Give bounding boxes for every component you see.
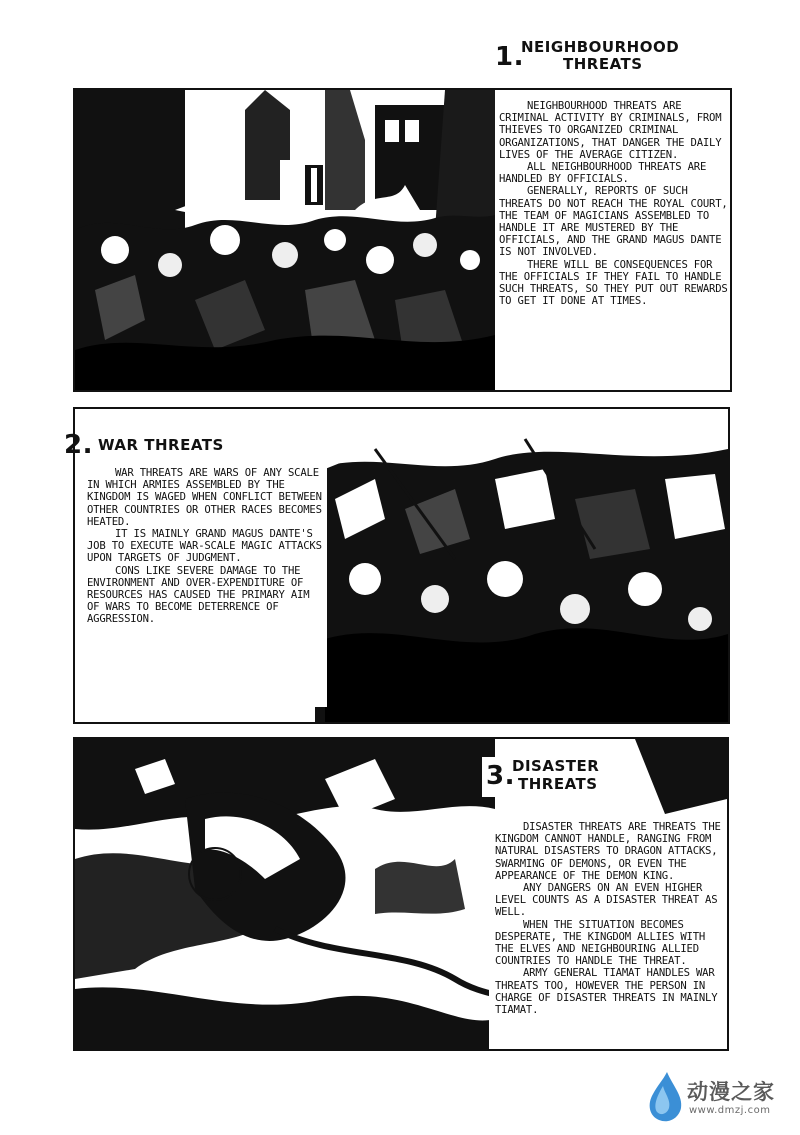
section-1-number: 1. xyxy=(495,42,524,72)
section-1-paragraph: THERE WILL BE CONSEQUENCES FOR THE OFFICIALS IF THEY FAIL TO HANDLE SUCH THREATS, SO THEY PUT OUT REWARDS TO GET IT DONE AT TIMES. xyxy=(499,258,728,308)
section-3-paragraph: WHEN THE SITUATION BECOMES DESPERATE, THE KINGDOM ALLIES WITH THE ELVES AND NEIGHBOURING ALLIED COUNTRIES TO HANDLE THE THREAT. xyxy=(495,918,706,968)
section-3-heading xyxy=(482,757,630,797)
section-1-heading xyxy=(495,38,695,78)
section-1-paragraph: GENERALLY, REPORTS OF SUCH THREATS DO NOT REACH THE ROYAL COURT, THE TEAM OF MAGICIANS ASSEMBLED TO HANDLE IT ARE MUSTERED BY THE OFFICIALS, AND THE GRAND MAGUS DANTE IS NOT INVOLVED. xyxy=(499,185,728,259)
watermark-logo xyxy=(643,1070,793,1130)
watermark-name: 动漫之家 xyxy=(687,1080,775,1104)
section-1-text xyxy=(495,96,732,388)
panel-disaster-threats xyxy=(73,737,729,1051)
section-2-heading xyxy=(64,430,264,462)
section-3-number: 3. xyxy=(486,761,515,791)
section-3-paragraph: ANY DANGERS ON AN EVEN HIGHER LEVEL COUNTS AS A DISASTER THREAT AS WELL. xyxy=(495,882,718,919)
section-3-title-line-1: DISASTER xyxy=(512,757,600,775)
section-2-title-line-1: WAR THREATS xyxy=(98,436,224,454)
section-3-title-line-2: THREATS xyxy=(518,775,598,793)
section-1-title-line-2: THREATS xyxy=(563,55,643,73)
section-2-paragraph: IT IS MAINLY GRAND MAGUS DANTE'S JOB TO EXECUTE WAR-SCALE MAGIC ATTACKS UPON TARGETS OF JUDGMENT. xyxy=(87,528,322,565)
section-1-paragraph: ALL NEIGHBOURHOOD THREATS ARE HANDLED BY OFFICIALS. xyxy=(499,161,707,186)
section-3-paragraph: DISASTER THREATS ARE THREATS THE KINGDOM CANNOT HANDLE, RANGING FROM NATURAL DISASTERS TO DRAGON ATTACKS, SWARMING OF DEMONS, OR EVEN THE APPEARANCE OF THE DEMON KING. xyxy=(495,821,721,882)
section-2-text xyxy=(75,463,327,707)
water-drop-logo-icon xyxy=(643,1070,687,1126)
section-2-number: 2. xyxy=(64,430,93,460)
section-1-title-line-1: NEIGHBOURHOOD xyxy=(521,38,680,56)
section-2-paragraph: WAR THREATS ARE WARS OF ANY SCALE IN WHICH ARMIES ASSEMBLED BY THE KINGDOM IS WAGED WHEN CONFLICT BETWEEN OTHER COUNTRIES OR OTHER RACES BECOMES HEATED. xyxy=(87,467,322,528)
panel-neighbourhood-threats xyxy=(73,88,732,392)
section-3-text xyxy=(489,817,729,1049)
section-2-paragraph: CONS LIKE SEVERE DAMAGE TO THE ENVIRONMENT AND OVER-EXPENDITURE OF RESOURCES HAS CAUSED THE PRIMARY AIM OF WARS TO BECOME DETERRENCE OF AGGRESSION. xyxy=(87,564,310,626)
section-3-paragraph: ARMY GENERAL TIAMAT HANDLES WAR THREATS TOO, HOWEVER THE PERSON IN CHARGE OF DISASTER THREATS IN MAINLY TIAMAT. xyxy=(495,967,718,1017)
section-1-paragraph: NEIGHBOURHOOD THREATS ARE CRIMINAL ACTIVITY BY CRIMINALS, FROM THIEVES TO ORGANIZED CRIMINAL ORGANIZATIONS, THAT DANGER THE DAILY LIVES OF THE AVERAGE CITIZEN. xyxy=(499,100,722,161)
watermark-url: www.dmzj.com xyxy=(689,1105,771,1116)
